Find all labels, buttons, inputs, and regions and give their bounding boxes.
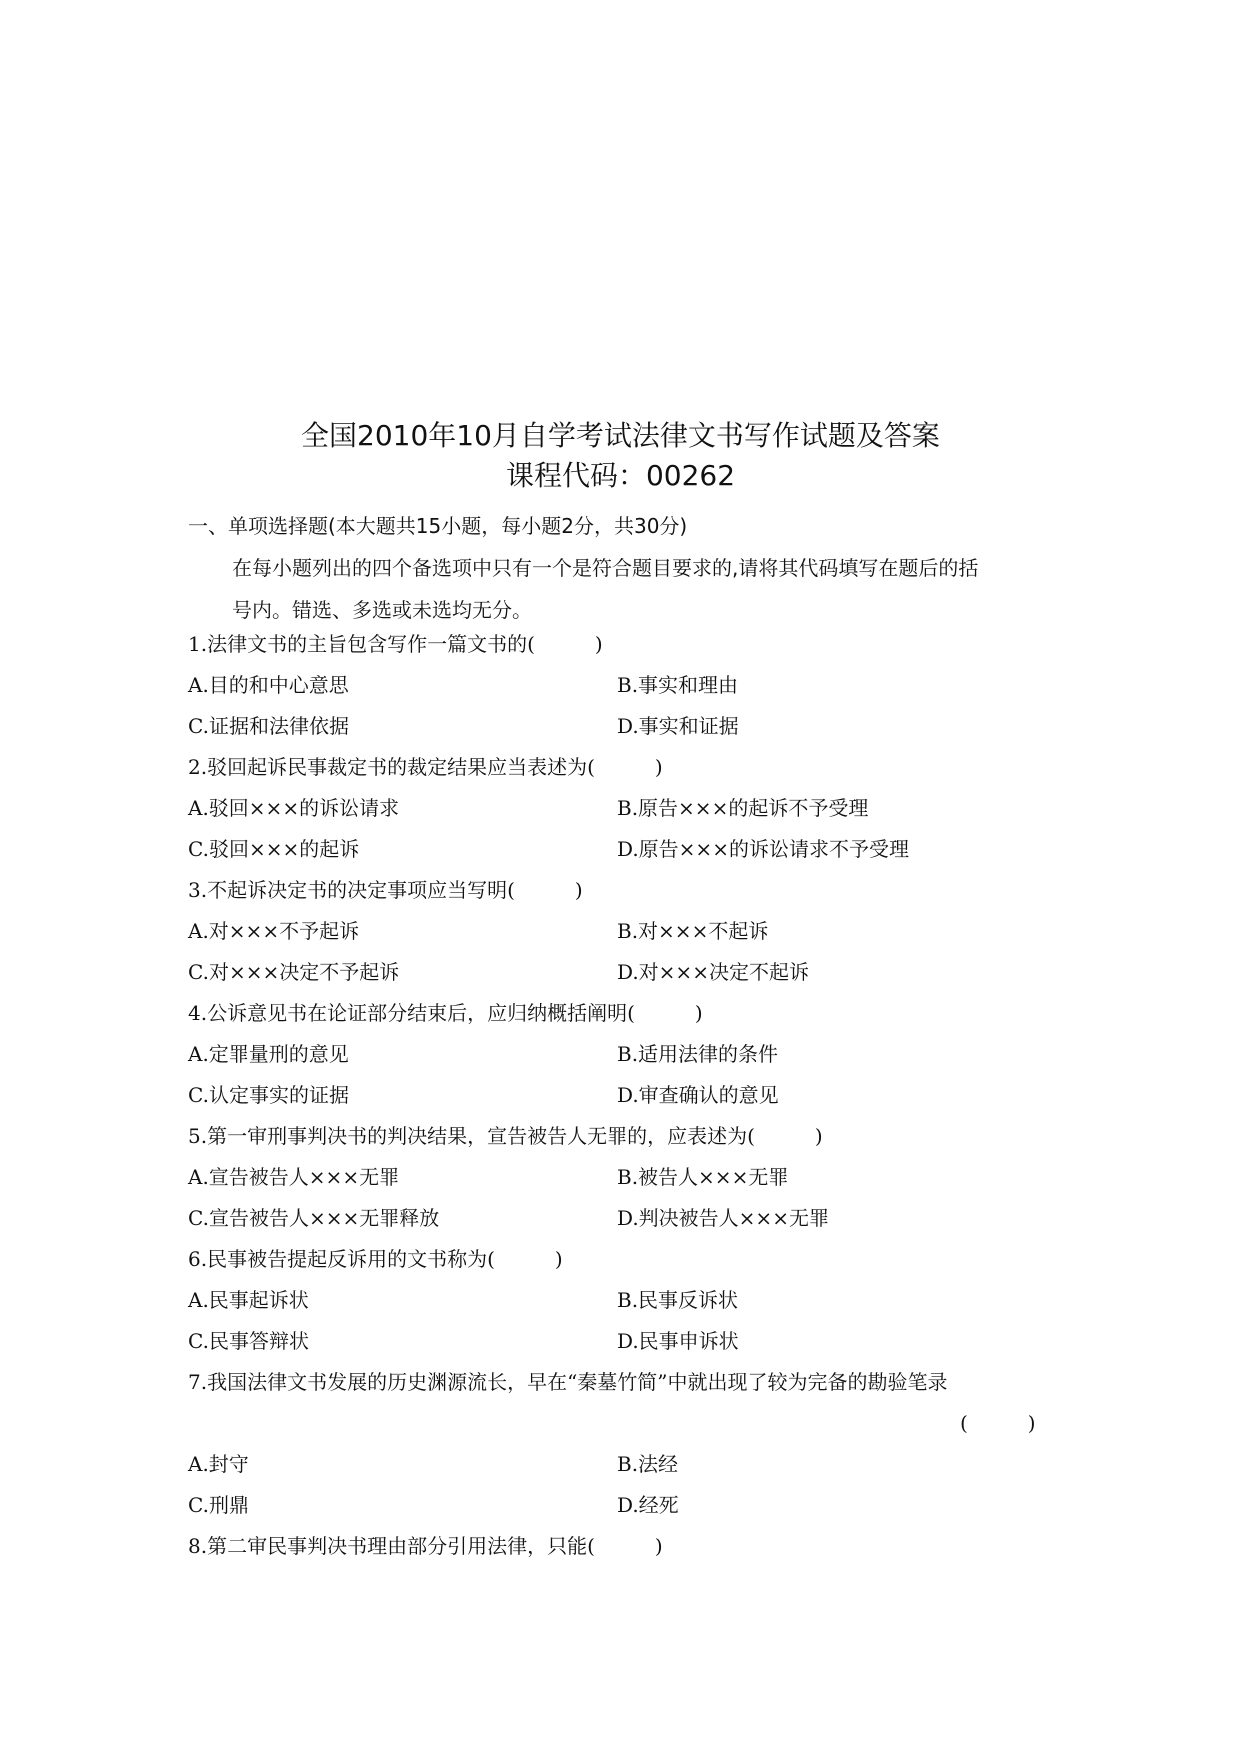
question-stem: 7.我国法律文书发展的历史渊源流长，早在“秦墓竹简”中就出现了较为完备的勘验笔录 [188, 1370, 948, 1394]
option-d: D.事实和证据 [617, 714, 739, 738]
option-a: A.定罪量刑的意见 [188, 1042, 349, 1066]
option-d: D.对×××决定不起诉 [617, 960, 809, 984]
option-b: B.民事反诉状 [617, 1288, 739, 1312]
option-c: C.认定事实的证据 [188, 1083, 349, 1107]
option-d: D.民事申诉状 [617, 1329, 739, 1353]
question-stem: 8.第二审民事判决书理由部分引用法律，只能( ) [188, 1534, 663, 1558]
option-c: C.驳回×××的起诉 [188, 837, 360, 861]
question-stem: 3.不起诉决定书的决定事项应当写明( ) [188, 878, 583, 902]
option-b: B.被告人×××无罪 [617, 1165, 789, 1189]
option-d: D.原告×××的诉讼请求不予受理 [617, 837, 909, 861]
option-a: A.目的和中心意思 [188, 673, 349, 697]
option-b: B.对×××不起诉 [617, 919, 769, 943]
option-b: B.适用法律的条件 [617, 1042, 779, 1066]
option-c: C.对×××决定不予起诉 [188, 960, 400, 984]
question-stem: 6.民事被告提起反诉用的文书称为( ) [188, 1247, 563, 1271]
option-b: B.原告×××的起诉不予受理 [617, 796, 869, 820]
option-d: D.经死 [617, 1493, 679, 1517]
option-c: C.民事答辩状 [188, 1329, 309, 1353]
option-c: C.证据和法律依据 [188, 714, 349, 738]
option-a: A.驳回×××的诉讼请求 [188, 796, 400, 820]
option-a: A.对×××不予起诉 [188, 919, 360, 943]
section-heading: 一、单项选择题(本大题共15小题，每小题2分，共30分) [188, 514, 688, 538]
option-a: A.宣告被告人×××无罪 [188, 1165, 400, 1189]
option-a: A.民事起诉状 [188, 1288, 309, 1312]
option-a: A.封守 [188, 1452, 249, 1476]
question-stem: 4.公诉意见书在论证部分结束后，应归纳概括阐明( ) [188, 1001, 703, 1025]
option-d: D.审查确认的意见 [617, 1083, 779, 1107]
question-stem: 2.驳回起诉民事裁定书的裁定结果应当表述为( ) [188, 755, 663, 779]
option-b: B.法经 [617, 1452, 679, 1476]
section-instruction-line2: 号内。错选、多选或未选均无分。 [232, 598, 532, 622]
course-code: 课程代码：00262 [505, 459, 736, 492]
question-stem: 1.法律文书的主旨包含写作一篇文书的( ) [188, 632, 603, 656]
exam-title: 全国2010年10月自学考试法律文书写作试题及答案 [301, 419, 940, 452]
answer-paren: ( ) [960, 1411, 1036, 1435]
option-c: C.宣告被告人×××无罪释放 [188, 1206, 440, 1230]
section-instruction-line1: 在每小题列出的四个备选项中只有一个是符合题目要求的,请将其代码填写在题后的括 [232, 556, 979, 580]
option-c: C.刑鼎 [188, 1493, 249, 1517]
question-stem: 5.第一审刑事判决书的判决结果，宣告被告人无罪的，应表述为( ) [188, 1124, 823, 1148]
option-d: D.判决被告人×××无罪 [617, 1206, 829, 1230]
option-b: B.事实和理由 [617, 673, 739, 697]
